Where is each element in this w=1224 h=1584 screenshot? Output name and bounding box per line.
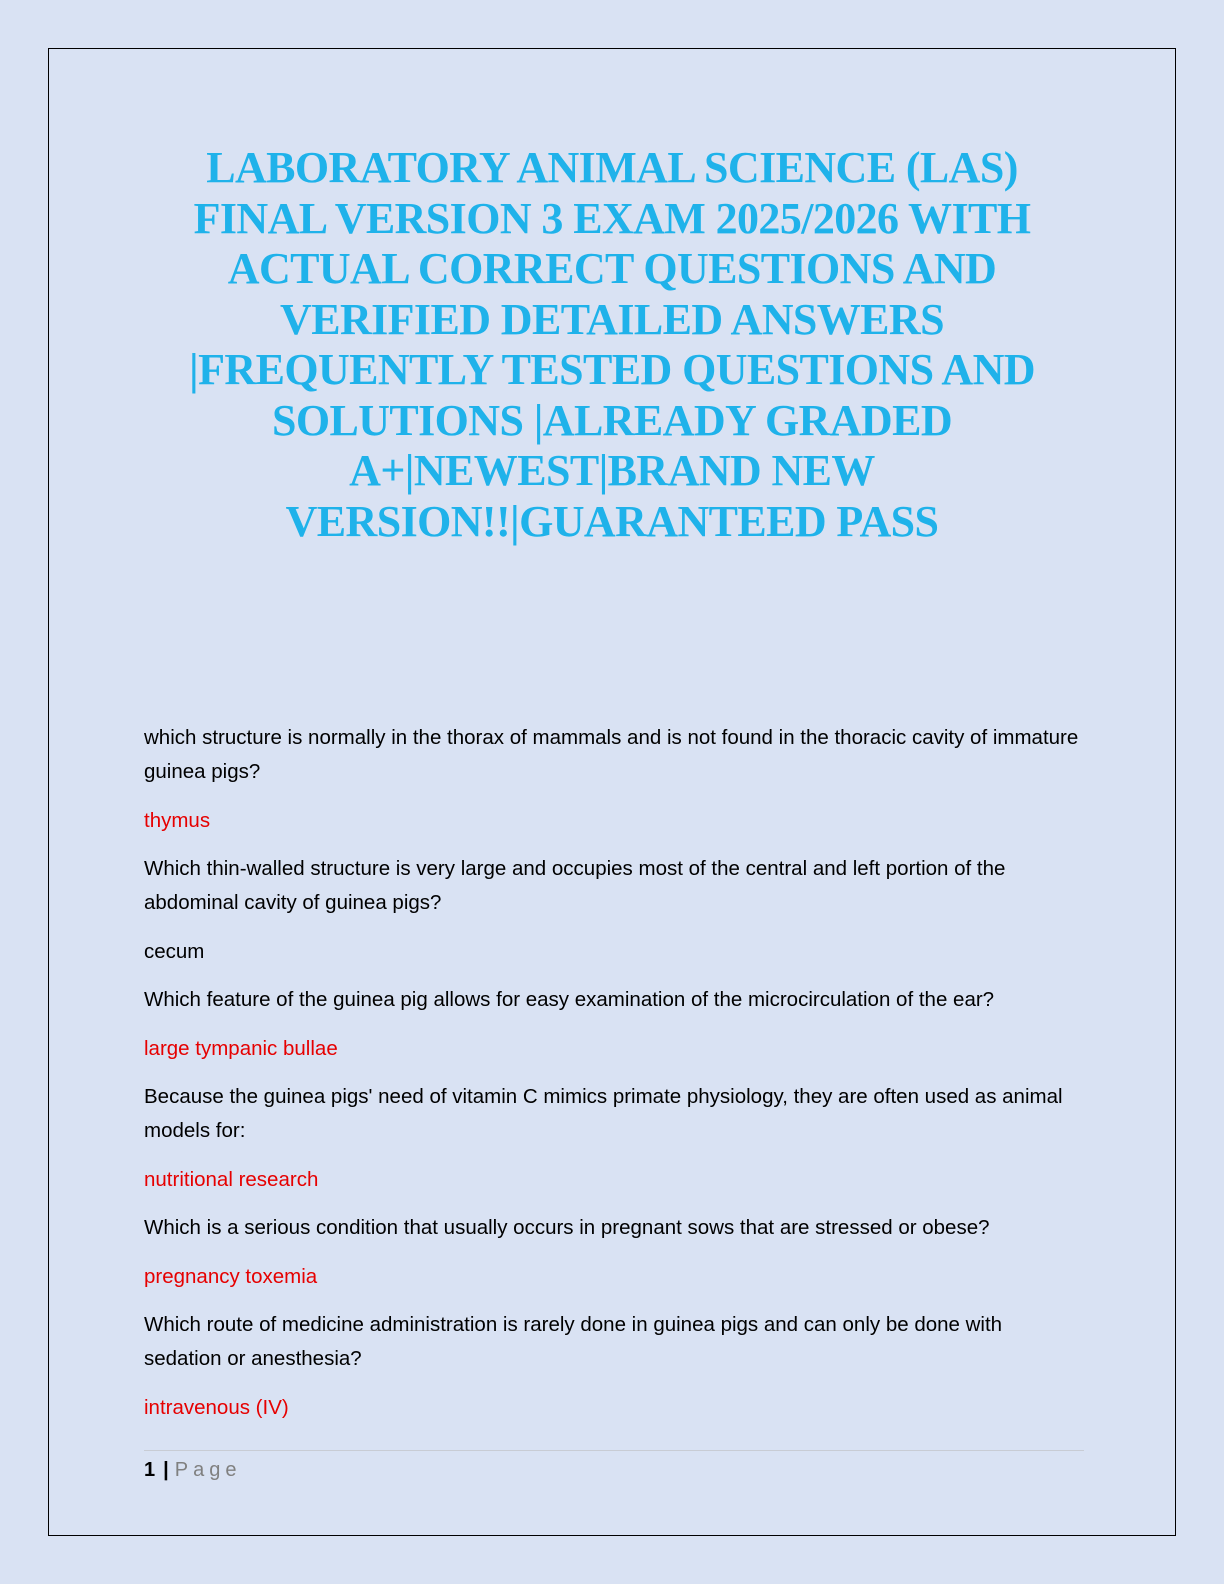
question-text: which structure is normally in the thorax of mammals and is not found in the thoracic cavity of immature guinea pigs? xyxy=(144,726,1079,783)
answer-text: nutritional research xyxy=(144,1167,319,1191)
footer-divider xyxy=(144,1450,1084,1451)
question-text: Which route of medicine administration is rarely done in guinea pigs and can only be done with sedation or anesthesia? xyxy=(144,1313,1003,1370)
answer-text: large tympanic bullae xyxy=(144,1036,338,1060)
document-title: LABORATORY ANIMAL SCIENCE (LAS) FINAL VERSION 3 EXAM 2025/2026 WITH ACTUAL CORRECT QUESTIONS AND VERIFIED DETAILED ANSWERS |FREQUENTLY TESTED QUESTIONS AND SOLUTIONS |ALREADY GRADED A+|NEWEST|BRAND NEW VERSION!!|GUARANTEED PASS xyxy=(189,143,1035,546)
footer-separator: | xyxy=(163,1459,169,1481)
question-text: Which feature of the guinea pig allows for easy examination of the microcirculation of the ear? xyxy=(144,988,995,1011)
question-text: Because the guinea pigs' need of vitamin C mimics primate physiology, they are often used as animal models for: xyxy=(144,1085,1063,1142)
answer-text: pregnancy toxemia xyxy=(144,1264,318,1288)
answer-text: intravenous (IV) xyxy=(144,1395,289,1419)
qa-list xyxy=(144,721,1084,1439)
page-number: 1 xyxy=(144,1459,156,1481)
answer-text: cecum xyxy=(144,939,205,963)
page-label: Page xyxy=(174,1459,242,1481)
answer-text: thymus xyxy=(144,808,211,832)
question-text: Which is a serious condition that usually occurs in pregnant sows that are stressed or obese? xyxy=(144,1216,990,1239)
page-footer xyxy=(144,1455,241,1485)
question-text: Which thin-walled structure is very large and occupies most of the central and left portion of the abdominal cavity of guinea pigs? xyxy=(144,857,1006,914)
